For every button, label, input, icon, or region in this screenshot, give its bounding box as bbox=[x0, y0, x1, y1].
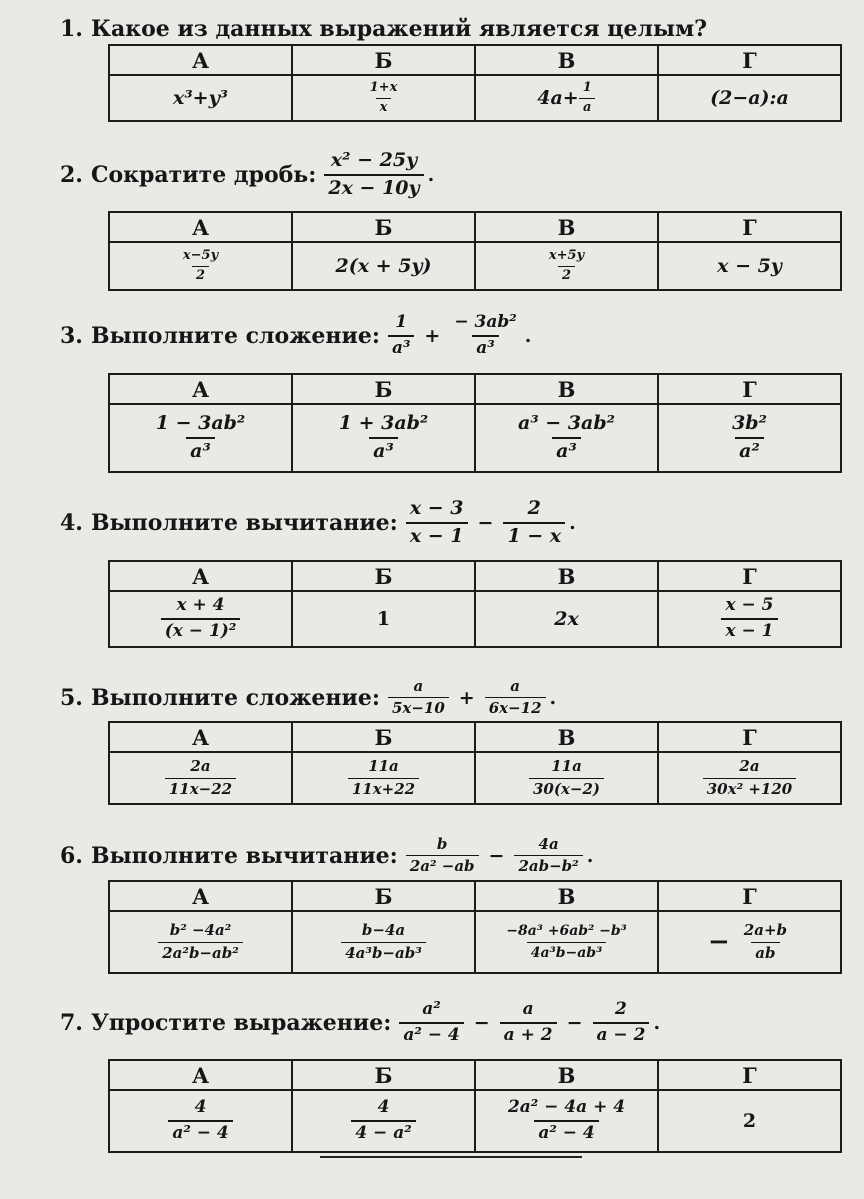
col-header-c: В bbox=[475, 561, 658, 591]
answer-option-d[interactable] bbox=[658, 1090, 841, 1152]
denominator: a² − 4 bbox=[534, 1120, 598, 1144]
fraction bbox=[503, 498, 565, 548]
denominator: x − 1 bbox=[721, 618, 777, 642]
operator: − bbox=[473, 1011, 490, 1034]
numerator: 11a bbox=[551, 757, 582, 776]
numerator: −8a³ +6ab² −b³ bbox=[506, 923, 627, 940]
denominator: 5x−10 bbox=[388, 697, 449, 717]
question-number: 6. bbox=[60, 842, 83, 869]
answer-option-d[interactable] bbox=[658, 911, 841, 973]
col-header-a: А bbox=[109, 881, 292, 911]
numerator: 2a+b bbox=[743, 921, 787, 940]
answer-text: (2−a):a bbox=[710, 87, 789, 109]
fraction bbox=[579, 81, 596, 116]
answer-option-a[interactable] bbox=[109, 752, 292, 804]
answer-option-c[interactable] bbox=[475, 591, 658, 647]
answer-option-a[interactable] bbox=[109, 911, 292, 973]
numerator: a bbox=[522, 999, 534, 1019]
denominator: 4a³b−ab³ bbox=[341, 942, 426, 962]
numerator: 1+x bbox=[369, 79, 398, 95]
numerator: x−5y bbox=[182, 247, 219, 263]
numerator: a bbox=[510, 677, 520, 695]
denominator: 11x+22 bbox=[348, 778, 419, 798]
answer-table-5 bbox=[108, 721, 842, 805]
answer-option-a[interactable] bbox=[109, 242, 292, 290]
operator: − bbox=[488, 844, 505, 867]
numerator: 1 bbox=[582, 79, 592, 95]
fraction bbox=[366, 81, 402, 116]
operator: − bbox=[477, 511, 494, 534]
denominator: (x − 1)² bbox=[161, 618, 241, 642]
fraction bbox=[545, 249, 588, 284]
answer-option-a[interactable] bbox=[109, 404, 292, 472]
question-expression: $\frac{b}{\text{2a² −ab}}$ − $\frac{4a}{\text{2ab−b²}}$ . bbox=[406, 836, 594, 876]
numerator: 1 + 3ab² bbox=[338, 412, 429, 435]
numerator: b² −4a² bbox=[169, 921, 232, 940]
numerator: 4 bbox=[377, 1097, 390, 1118]
denominator: a² − 4 bbox=[168, 1120, 232, 1144]
numerator: x − 3 bbox=[409, 497, 464, 519]
numerator: a³ − 3ab² bbox=[518, 412, 615, 435]
denominator: 4a³b−ab³ bbox=[527, 942, 606, 961]
question-expression: $\frac{x - 3}{x - 1}$ − $\frac{2}{1 - x}$ . bbox=[406, 498, 576, 548]
fraction bbox=[161, 596, 241, 641]
answer-text: x³+y³ bbox=[173, 87, 228, 109]
numerator: a² bbox=[422, 999, 441, 1019]
fraction bbox=[152, 413, 250, 463]
fraction bbox=[165, 758, 236, 798]
question-text: Выполните сложение: bbox=[90, 684, 380, 711]
answer-table-4 bbox=[108, 560, 842, 648]
numerator: 2a bbox=[190, 757, 211, 776]
denominator: 2 bbox=[558, 266, 575, 284]
col-header-b: Б bbox=[292, 881, 475, 911]
answer-option-c[interactable] bbox=[475, 75, 658, 121]
denominator: a³ bbox=[186, 437, 215, 463]
numerator: 4a bbox=[538, 835, 559, 853]
denominator: ab bbox=[751, 942, 779, 962]
numerator: x − 5 bbox=[725, 595, 774, 616]
answer-option-d[interactable] bbox=[658, 242, 841, 290]
numerator: 3b² bbox=[732, 412, 767, 435]
operator: + bbox=[458, 686, 475, 709]
answer-table-7 bbox=[108, 1059, 842, 1153]
numerator: 2a² − 4a + 4 bbox=[507, 1097, 626, 1118]
col-header-c: В bbox=[475, 1060, 658, 1090]
fraction bbox=[179, 249, 222, 284]
col-header-a: А bbox=[109, 1060, 292, 1090]
question-5 bbox=[60, 678, 556, 718]
col-header-b: Б bbox=[292, 374, 475, 404]
answer-option-c[interactable] bbox=[475, 404, 658, 472]
numerator: b−4a bbox=[361, 921, 406, 940]
fraction bbox=[158, 922, 243, 962]
answer-text: 4a+ bbox=[537, 87, 579, 109]
fraction bbox=[168, 1098, 232, 1143]
col-header-a: А bbox=[109, 374, 292, 404]
answer-option-b[interactable] bbox=[292, 752, 475, 804]
col-header-d: Г bbox=[658, 212, 841, 242]
col-header-a: А bbox=[109, 212, 292, 242]
numerator: − 3ab² bbox=[454, 312, 517, 332]
fraction bbox=[399, 1000, 463, 1045]
answer-option-b[interactable] bbox=[292, 75, 475, 121]
fraction bbox=[485, 678, 546, 718]
denominator: 2x − 10y bbox=[324, 174, 423, 200]
question-number: 2. bbox=[60, 161, 83, 188]
fraction bbox=[593, 1000, 650, 1045]
answer-text: 1 bbox=[376, 608, 391, 630]
answer-text: 2x bbox=[554, 608, 579, 630]
col-header-a: А bbox=[109, 722, 292, 752]
answer-text: 2 bbox=[742, 1110, 757, 1132]
question-2 bbox=[60, 150, 434, 200]
fraction bbox=[514, 836, 582, 876]
answer-option-c[interactable] bbox=[475, 752, 658, 804]
numerator: 4 bbox=[194, 1097, 207, 1118]
fraction bbox=[450, 313, 520, 358]
fraction bbox=[324, 150, 423, 200]
question-6 bbox=[60, 836, 593, 876]
col-header-d: Г bbox=[658, 1060, 841, 1090]
denominator: a³ bbox=[369, 437, 398, 463]
denominator: a³ bbox=[388, 335, 414, 359]
numerator: x + 4 bbox=[176, 595, 225, 616]
question-number: 3. bbox=[60, 322, 83, 349]
answer-option-c[interactable] bbox=[475, 1090, 658, 1152]
question-expression: $\frac{\text{a²}}{\text{a² − 4}}$ − $\frac{a}{a + 2}$ − $\frac{2}{a - 2}$ . bbox=[399, 1000, 660, 1045]
denominator: x − 1 bbox=[406, 522, 468, 548]
denominator: 2a² −ab bbox=[406, 855, 479, 875]
numerator: 1 bbox=[395, 312, 408, 332]
answer-option-a[interactable] bbox=[109, 591, 292, 647]
answer-table-6 bbox=[108, 880, 842, 974]
fraction bbox=[388, 313, 414, 358]
question-text: Выполните вычитание: bbox=[90, 842, 398, 869]
answer-option-b[interactable] bbox=[292, 911, 475, 973]
denominator: 2a²b−ab² bbox=[158, 942, 243, 962]
question-expression: $\frac{a}{5x-10}$ + $\frac{a}{6x-12}$ . bbox=[388, 678, 556, 718]
answer-option-c[interactable] bbox=[475, 911, 658, 973]
footer-rule bbox=[320, 1156, 582, 1158]
question-expression: $\frac{\text{x² − 25y}}{2x - 10y}$ . bbox=[324, 150, 434, 200]
answer-option-d[interactable] bbox=[658, 591, 841, 647]
col-header-b: Б bbox=[292, 1060, 475, 1090]
answer-text: x − 5y bbox=[717, 255, 782, 277]
question-number: 7. bbox=[60, 1009, 83, 1036]
denominator: 1 − x bbox=[503, 522, 565, 548]
answer-option-b[interactable] bbox=[292, 1090, 475, 1152]
question-text: Какое из данных выражений является целым? bbox=[90, 16, 708, 42]
question-number: 4. bbox=[60, 509, 83, 536]
fraction bbox=[406, 498, 468, 548]
minus-sign: − bbox=[707, 927, 730, 957]
fraction bbox=[341, 922, 426, 962]
numerator: x+5y bbox=[548, 247, 585, 263]
denominator: a + 2 bbox=[500, 1022, 557, 1046]
fraction bbox=[500, 1000, 557, 1045]
denominator: a − 2 bbox=[593, 1022, 650, 1046]
col-header-c: В bbox=[475, 881, 658, 911]
col-header-d: Г bbox=[658, 561, 841, 591]
answer-option-a[interactable] bbox=[109, 1090, 292, 1152]
denominator: a² bbox=[735, 437, 764, 463]
answer-text: 2(x + 5y) bbox=[335, 255, 432, 277]
fraction bbox=[348, 758, 419, 798]
col-header-b: Б bbox=[292, 212, 475, 242]
numerator: x² − 25y bbox=[330, 149, 418, 171]
col-header-c: В bbox=[475, 374, 658, 404]
denominator: 11x−22 bbox=[165, 778, 236, 798]
numerator: 2a bbox=[739, 757, 760, 776]
col-header-c: В bbox=[475, 45, 658, 75]
fraction bbox=[406, 836, 479, 876]
answer-table-3 bbox=[108, 373, 842, 473]
question-4 bbox=[60, 498, 576, 548]
operator: − bbox=[566, 1011, 583, 1034]
question-text: Упростите выражение: bbox=[90, 1009, 392, 1036]
col-header-b: Б bbox=[292, 722, 475, 752]
col-header-a: А bbox=[109, 561, 292, 591]
question-text: Выполните вычитание: bbox=[90, 509, 398, 536]
fraction bbox=[388, 678, 449, 718]
answer-option-a[interactable] bbox=[109, 75, 292, 121]
numerator: a bbox=[413, 677, 424, 695]
fraction bbox=[504, 1098, 629, 1143]
denominator: 2ab−b² bbox=[514, 855, 582, 875]
denominator: a bbox=[579, 98, 595, 116]
numerator: b bbox=[436, 835, 448, 853]
question-text: Сократите дробь: bbox=[90, 161, 317, 188]
denominator: 6x−12 bbox=[485, 697, 546, 717]
question-text: Выполните сложение: bbox=[90, 322, 380, 349]
question-expression: $\frac{1}{\text{a³}}$ + $\frac{\text{− 3ab²}}{\text{a³}}$ . bbox=[388, 313, 531, 358]
fraction bbox=[351, 1098, 415, 1143]
numerator: 2 bbox=[615, 999, 627, 1019]
numerator: 11a bbox=[368, 757, 399, 776]
answer-option-b[interactable] bbox=[292, 591, 475, 647]
numerator: 2 bbox=[527, 497, 541, 519]
question-7 bbox=[60, 1000, 660, 1045]
col-header-b: Б bbox=[292, 561, 475, 591]
fraction bbox=[721, 596, 777, 641]
col-header-d: Г bbox=[658, 881, 841, 911]
col-header-a: А bbox=[109, 45, 292, 75]
question-number: 5. bbox=[60, 684, 83, 711]
fraction bbox=[728, 413, 771, 463]
fraction bbox=[529, 758, 604, 798]
answer-table-2 bbox=[108, 211, 842, 291]
denominator: a² − 4 bbox=[399, 1022, 463, 1046]
question-1 bbox=[60, 16, 715, 42]
denominator: a³ bbox=[552, 437, 581, 463]
col-header-d: Г bbox=[658, 722, 841, 752]
denominator: 30x² +120 bbox=[703, 778, 797, 798]
answer-option-c[interactable] bbox=[475, 242, 658, 290]
col-header-b: Б bbox=[292, 45, 475, 75]
col-header-d: Г bbox=[658, 374, 841, 404]
fraction bbox=[502, 923, 631, 960]
question-3 bbox=[60, 313, 531, 358]
answer-option-b[interactable] bbox=[292, 404, 475, 472]
fraction bbox=[514, 413, 619, 463]
answer-option-d[interactable] bbox=[658, 404, 841, 472]
operator: + bbox=[424, 324, 441, 347]
col-header-c: В bbox=[475, 212, 658, 242]
denominator: 2 bbox=[192, 266, 209, 284]
denominator: x bbox=[376, 98, 392, 116]
answer-option-b[interactable] bbox=[292, 242, 475, 290]
answer-option-d[interactable] bbox=[658, 75, 841, 121]
fraction bbox=[740, 922, 791, 962]
col-header-d: Г bbox=[658, 45, 841, 75]
fraction bbox=[335, 413, 433, 463]
numerator: 1 − 3ab² bbox=[155, 412, 246, 435]
answer-option-d[interactable] bbox=[658, 752, 841, 804]
denominator: 30(x−2) bbox=[529, 778, 604, 798]
answer-table-1 bbox=[108, 44, 842, 122]
question-number: 1. bbox=[60, 16, 83, 42]
fraction bbox=[703, 758, 797, 798]
denominator: 4 − a² bbox=[351, 1120, 415, 1144]
denominator: a³ bbox=[472, 335, 498, 359]
col-header-c: В bbox=[475, 722, 658, 752]
